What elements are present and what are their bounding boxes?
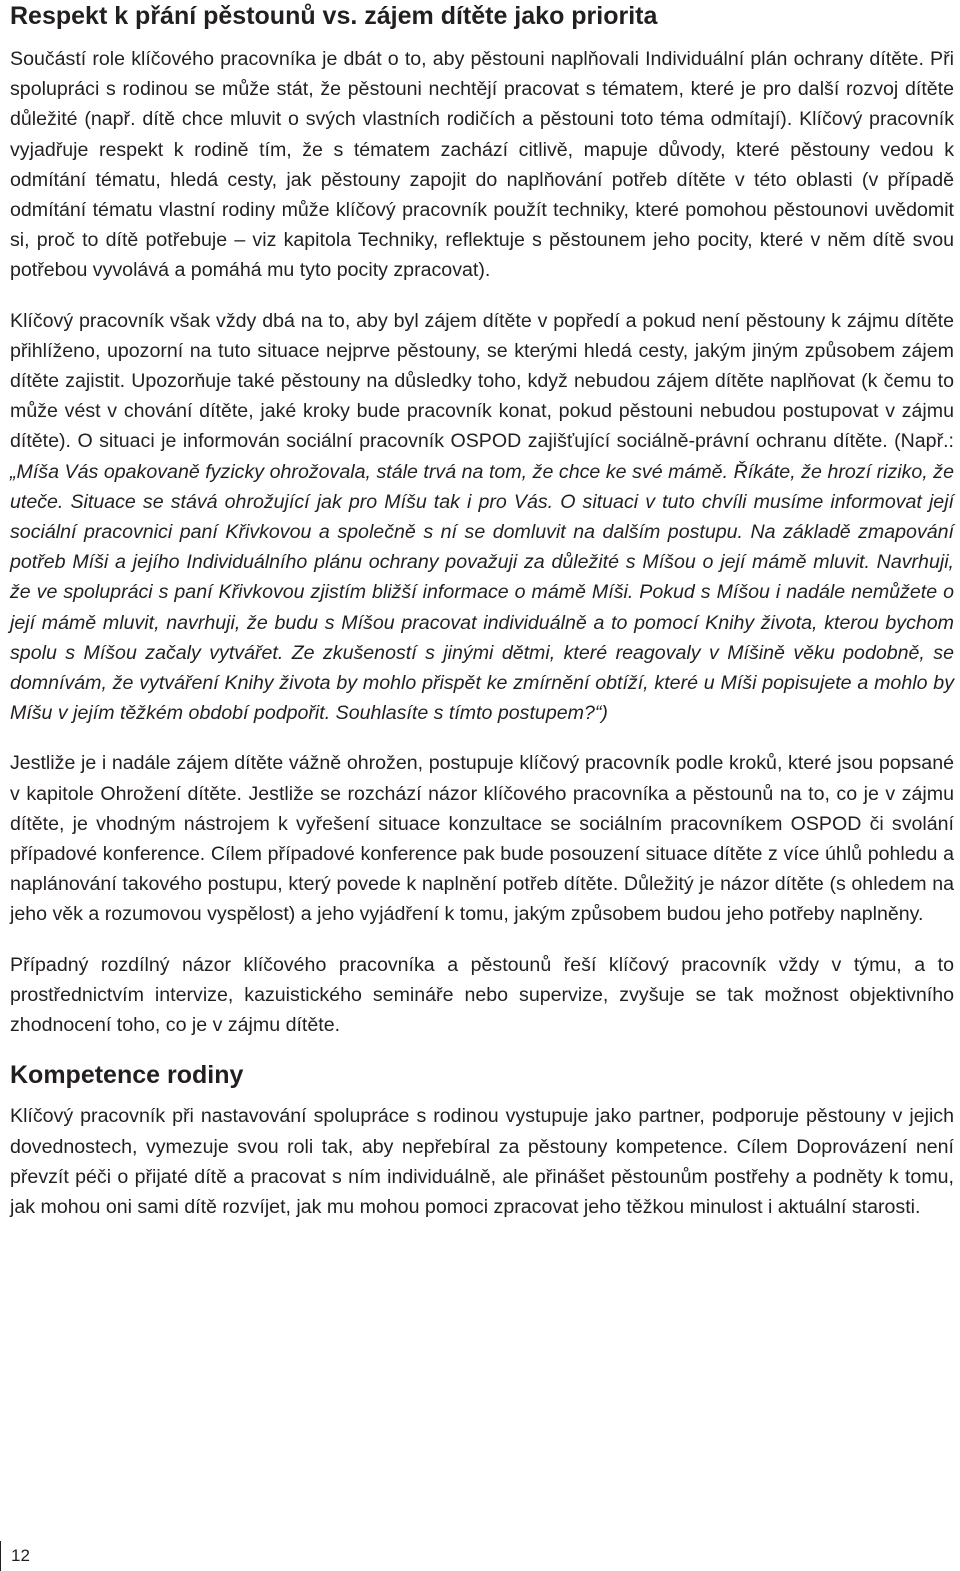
example-quote: „Míša Vás opakovaně fyzicky ohrožovala, stále trvá na tom, že chce ke své mámě. Říkáte, že hrozí riziko, že uteče. Situace se stává ohrožující jak pro Míšu tak i pro Vás. O situaci v tuto chvíli musíme informovat její sociální pracovnici paní Křivkovou a společně s ní se domluvit na dalším postupu. Na základě zmapování potřeb Míši a jejího Individuálního plánu ochrany považuji za důležité s Míšou o její mámě mluvit. Navrhuji, že ve spolupráci s paní Křivkovou zjistím bližší informace o mámě Míši. Pokud s Míšou i nadále nemůžete o její mámě mluvit, navrhuji, že budu s Míšou pracovat individuálně a to pomocí Knihy života, kterou bychom spolu s Míšou začaly vytvářet. Ze zkušeností s jinými dětmi, které reagovaly v Míšině věku podobně, se domnívám, že vytváření Knihy života by mohlo přispět ke zmírnění obtíží, které u Míši popisujete a mohlo by Míšu v jejím těžkém období podpořit. Souhlasíte s tímto postupem?“)	[10, 460, 954, 725]
document-page	[10, 0, 954, 1242]
footer-divider	[0, 1541, 1, 1571]
paragraph-rozdilny-nazor: Případný rozdílný názor klíčového pracovníka a pěstounů řeší klíčový pracovník vždy v týmu, a to prostřednictvím intervize, kazuistického semináře nebo supervize, zvyšuje se tak možnost objektivního zhodnocení toho, co je v zájmu dítěte.	[10, 953, 954, 1037]
section-heading-respekt: Respekt k přání pěstounů vs. zájem dítěte jako priorita	[10, 2, 658, 30]
paragraph-role-klicoveho-pracovnika: Součástí role klíčového pracovníka je dbát o to, aby pěstouni naplňovali Individuální plán ochrany dítěte. Při spolupráci s rodinou se může stát, že pěstouni nechtějí pracovat s tématem, které je pro další rozvoj dítěte důležité (např. dítě chce mluvit o svých vlastních rodičích a pěstouni toto téma odmítají). Klíčový pracovník vyjadřuje respekt k rodině tím, že s tématem zachází citlivě, mapuje důvody, které pěstouny vedou k odmítání tématu, hledá cesty, jak pěstouny zapojit do naplňování potřeb dítěte v této oblasti (v případě odmítání tématu vlastní rodiny může klíčový pracovník použít techniky, které pomohou pěstounovi uvědomit si, proč to dítě potřebuje – viz kapitola Techniky, reflektuje s pěstounem jeho pocity, které v něm dítě svou potřebou vyvolává a pomáhá mu tyto pocity zpracovat).	[10, 48, 954, 282]
section-heading-kompetence-rodiny: Kompetence rodiny	[10, 1061, 244, 1090]
paragraph-zajem-ditete	[10, 306, 954, 729]
paragraph-ohrozeni-ditete: Jestliže je i nadále zájem dítěte vážně ohrožen, postupuje klíčový pracovník podle kroků, které jsou popsané v kapitole Ohrožení dítěte. Jestliže se rozchází názor klíčového pracovníka a pěstounů na to, co je v zájmu dítěte, je vhodným nástrojem k vyřešení situace konzultace se sociálním pracovníkem OSPOD či svolání případové konference. Cílem případové konference pak bude posouzení situace dítěte z více úhlů pohledu a naplánování takového postupu, který povede k naplnění potřeb dítěte. Důležitý je názor dítěte (s ohledem na jeho věk a rozumovou vyspělost) a jeho vyjádření k tomu, jakým způsobem budou jeho potřeby naplněny.	[10, 752, 954, 926]
page-number: 12	[11, 1546, 30, 1565]
paragraph-kompetence: Klíčový pracovník při nastavování spolupráce s rodinou vystupuje jako partner, podporuje pěstouny v jejich dovednostech, vymezuje svou roli tak, aby nepřebíral za pěstouny kompetence. Cílem Doprovázení není převzít péči o přijaté dítě a pracovat s ním individuálně, ale přinášet pěstounům postřehy a podněty k tomu, jak mohou oni sami dítě rozvíjet, jak mu mohou pomoci zpracovat jeho těžkou minulost i aktuální starosti.	[10, 1105, 954, 1218]
paragraph-zajem-ditete-text: Klíčový pracovník však vždy dbá na to, aby byl zájem dítěte v popředí a pokud není pěstouny k zájmu dítěte přihlíženo, upozorní na tuto situace nejprve pěstouny, se kterými hledá cesty, jakým jiným způsobem zájem dítěte zajistit. Upozorňuje také pěstouny na důsledky toho, když nebudou zájem dítěte naplňovat (k čemu to může vést v chování dítěte, jaké kroky bude pracovník konat, pokud pěstouni nebudou postupovat v zájmu dítěte). O situaci je informován sociální pracovník OSPOD zajišťující sociálně-právní ochranu dítěte. (Např.:	[10, 309, 954, 453]
